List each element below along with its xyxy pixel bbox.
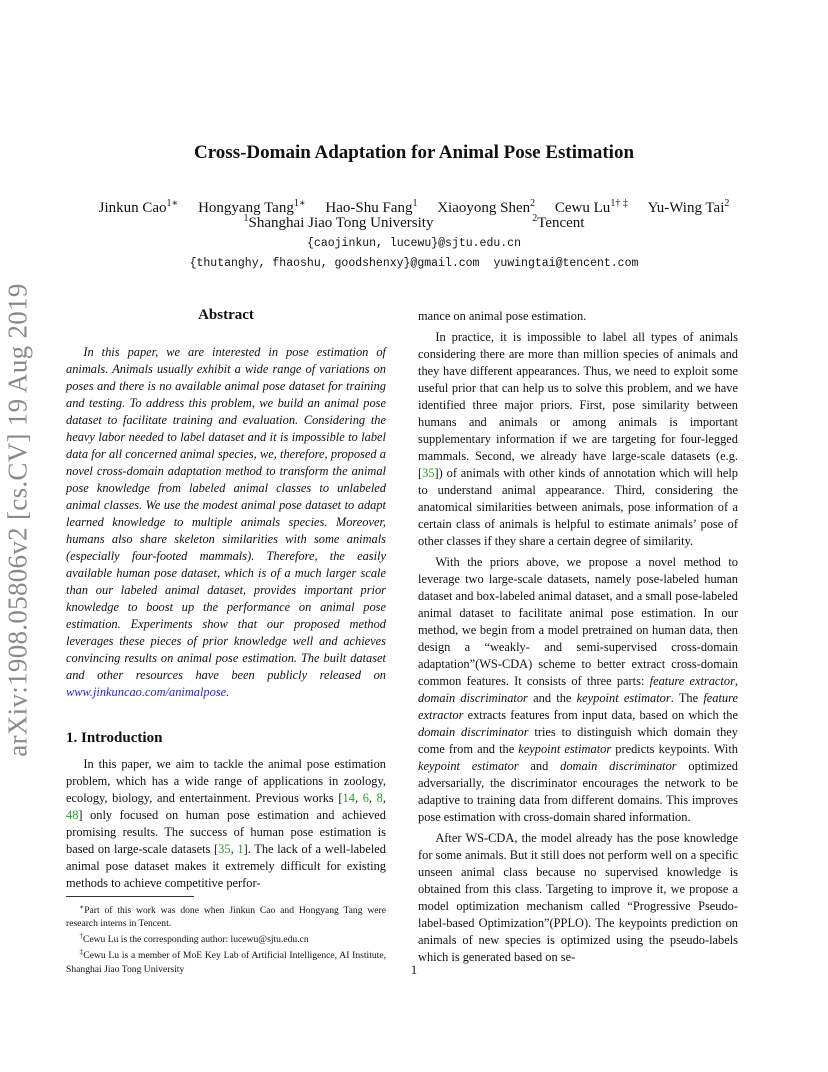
author: Hao-Shu Fang$^1$ <box>325 198 418 216</box>
citation-link[interactable]: 6 <box>362 791 369 805</box>
abstract-heading: Abstract <box>198 307 254 323</box>
affiliation: $^2$Tencent <box>532 213 585 231</box>
author: Jinkun Cao$^{1∗}$ <box>98 198 179 216</box>
email-line-1: {caojinkun, lucewu}@sjtu.edu.cn <box>307 237 521 250</box>
footnote-divider <box>66 896 194 897</box>
right-column <box>418 308 738 970</box>
author: Cewu $Lu^{1\dagger \ddagger}$ <box>554 198 628 216</box>
citation-link[interactable]: 35 <box>218 842 231 856</box>
paragraph: In practice, it is impossible to label all types of animals considering there are more than million species of animals and they have different appearances. Thus, we need to exploit some useful prior that can help us to solve this problem, and we have identified three major priors. First, pose similarity between humans and animals or among animals is important supplementary information if we are targeting for four-legged mammals. Second, we already have large-scale datasets (e.g. [35]) of animals with other kinds of annotation which will help to understand animal appearance. Third, considering the anatomical similarities between animals, pose information of a certain class of animals is helpful to estimate animals’ pose of other classes if they share a certain degree of similarity. <box>418 330 738 548</box>
footnote: †Cewu Lu is the corresponding author: lucewu@sjtu.edu.cn <box>79 932 309 946</box>
page-number: 1 <box>410 963 418 977</box>
citation-link[interactable]: 8 <box>376 791 383 805</box>
introduction-paragraph: In this paper, we aim to tackle the animal pose estimation problem, which has a wide range of applications in zoology, ecology, biology, and entertainment. Previous works [14, 6, 8, 48] only focused on human pose estimation and achieved promising results. The success of human pose estimation is based on large-scale datasets [35, 1]. The lack of a well-labeled animal pose dataset makes it extremely difficult for existing methods to achieve competitive perfor- <box>66 757 386 890</box>
affiliations <box>0 213 828 232</box>
abstract-text: In this paper, we are interested in pose estimation of animals. Animals usually exhibit a wide range of variations on poses and there is no available animal pose dataset for training and testing. To address this problem, we build an animal pose dataset to facilitate training and evaluation. Considering the heavy labor needed to label dataset and it is impossible to label data for all concerned animal species, we, therefore, proposed a novel cross-domain adaptation method to transform the animal pose knowledge from labeled animal classes to unlabeled animal classes. We use the modest animal pose dataset to adapt learned knowledge to multiple animals species. Moreover, humans also share skeleton similarities with some animals (especially four-footed mammals). Therefore, the easily available human pose dataset, which is of a much larger scale than our labeled animal dataset, provides important prior knowledge to boost up the performance on animal pose estimation. Experiments show that our proposed method leverages these pieces of prior knowledge well and achieves convincing results on animal pose estimation. The built dataset and other resources have been publicly released on www.jinkuncao.com/animalpose. <box>66 345 386 699</box>
citation-link[interactable]: 14 <box>342 791 355 805</box>
arxiv-id-text: arXiv:1908.05806v2 [cs.CV] 19 Aug 2019 <box>2 283 33 757</box>
paper-title: Cross-Domain Adaptation for Animal Pose Estimation <box>193 142 635 163</box>
citation-link[interactable]: 35 <box>422 466 435 480</box>
introduction-heading: 1. Introduction <box>66 730 163 746</box>
paragraph: After WS-CDA, the model already has the pose knowledge for some animals. But it still does not perform well on a specific unseen animal class because no supervised knowledge is obtained from this class. Targeting to improve it, we propose a model optimization mechanism called “Progressive Pseudo-label-based Optimization”(PPLO). The keypoints prediction on animals of new species is optimized using the pseudo-labels which is generated based on se- <box>418 831 738 964</box>
affiliation: $^1$Shanghai Jiao Tong University <box>243 213 434 231</box>
citation-link[interactable]: 48 <box>66 808 79 822</box>
project-link[interactable]: www.jinkuncao.com/animalpose <box>66 685 227 699</box>
paragraph: With the priors above, we propose a novel method to leverage two large-scale datasets, namely pose-labeled human dataset and box-labeled animal dataset, and a small pose-labeled animal dataset to facilitate animal pose estimation. In our method, we begin from a model pretrained on human data, then design a “weakly- and semi-supervised cross-domain adaptation”(WS-CDA) scheme to better extract cross-domain common features. It consists of three parts: feature extractor, domain discriminator and the keypoint estimator. The feature extractor extracts features from input data, based on which the domain discriminator tries to distinguish which domain they come from and the keypoint estimator predicts keypoints. With keypoint estimator and domain discriminator optimized adversarially, the discriminator encourages the network to be adaptive to training data from different domains. This improves pose estimation with cross-domain shared information. <box>418 555 739 824</box>
author: Hongyang Tang$^{1∗}$ <box>198 198 306 216</box>
email-line-2 <box>0 257 828 270</box>
email: yuwingtai@tencent.com <box>493 257 639 270</box>
footnote: ‡Cewu Lu is a member of MoE Key Lab of Artificial Intelligence, AI Institute, Shanghai Jiao Tong University <box>66 948 387 975</box>
author: Xiaoyong Shen$^2$ <box>437 198 536 216</box>
author: Yu-Wing Tai$^2$ <box>647 198 730 216</box>
footnote: ∗Part of this work was done when Jinkun Cao and Hongyang Tang were research interns in Tencent. <box>66 903 386 930</box>
citation-link[interactable]: 1 <box>237 842 244 856</box>
email-group: {thutanghy, fhaoshu, goodshenxy}@gmail.com <box>189 257 480 270</box>
paragraph: mance on animal pose estimation. <box>418 309 587 323</box>
